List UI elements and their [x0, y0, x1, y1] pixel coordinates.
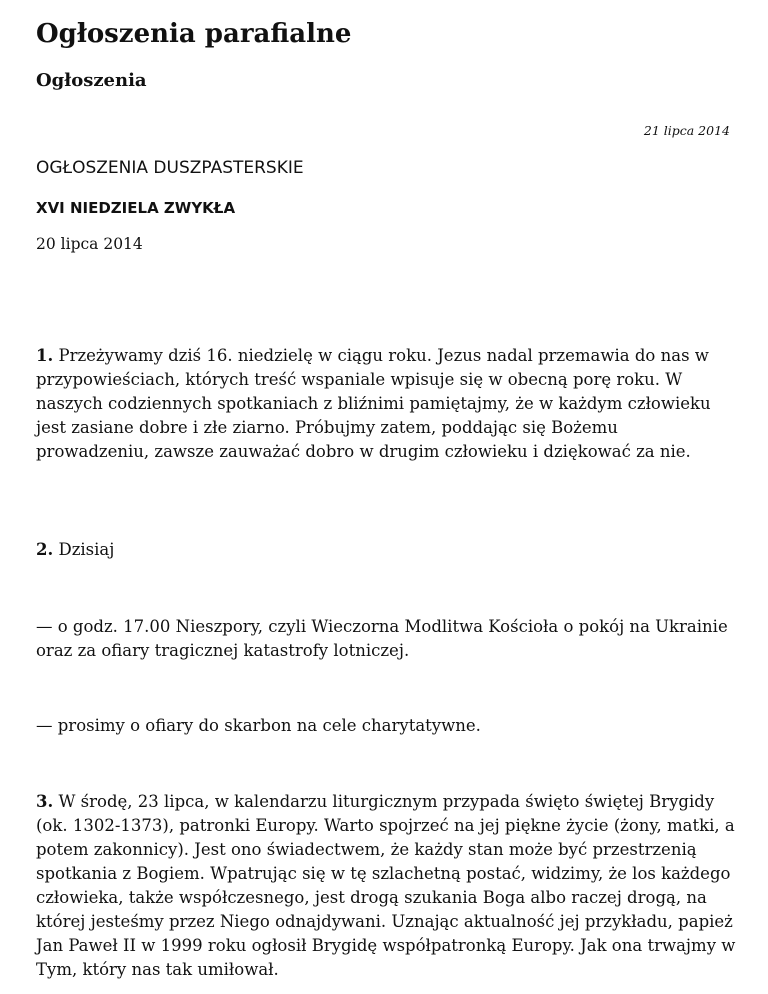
- announcements-heading: OGŁOSZENIA DUSZPASTERSKIE: [36, 158, 304, 178]
- item-text: Przeżywamy dziś 16. niedzielę w ciągu roku. Jezus nadal przemawia do nas w przypowieściach, których treść wspaniale wpisuje się w obecną porę roku. W naszych codziennych spotkaniach z bliźnimi pamiętajmy, że w każdym człowieku jest zasiane dobre i złe ziarno. Próbujmy zatem, poddając się Bożemu prowadzeniu, zawsze zauważać dobro w drugim człowieku i dziękować za nie.: [36, 346, 711, 461]
- announcement-subitem-charity: [36, 714, 736, 738]
- announcement-item-3: [36, 790, 736, 982]
- announcement-subitem-vespers: [36, 615, 736, 663]
- page-title: Ogłoszenia parafialne: [36, 19, 352, 49]
- service-date: 20 lipca 2014: [36, 235, 143, 253]
- item-text: — o godz. 17.00 Nieszpory, czyli Wieczorna Modlitwa Kościoła o pokój na Ukrainie oraz za ofiary tragicznej katastrofy lotniczej.: [36, 617, 728, 660]
- announcement-item-1: [36, 344, 736, 464]
- post-date: 21 lipca 2014: [643, 123, 730, 138]
- sunday-subheading: XVI NIEDZIELA ZWYKŁA: [36, 199, 236, 217]
- item-text: W środę, 23 lipca, w kalendarzu liturgicznym przypada święto świętej Brygidy (ok. 1302-1373), patronki Europy. Warto spojrzeć na jej piękne życie (żony, matki, a potem zakonnicy). Jest ono świadectwem, że każdy stan może być przestrzenią spotkania z Bogiem. Wpatrując się w tę szlachetną postać, widzimy, że los każdego człowieka, także współczesnego, jest drogą szukania Boga albo raczej drogą, na której jesteśmy przez Niego odnajdywani. Uznając aktualność jej przykładu, papież Jan Paweł II w 1999 roku ogłosił Brygidę współpatronką Europy. Jak ona trwajmy w Tym, który nas tak umiłował.: [36, 792, 736, 979]
- item-text: Dzisiaj: [53, 540, 115, 559]
- item-number: 3.: [36, 792, 54, 811]
- item-number: 1.: [36, 346, 54, 365]
- item-text: — prosimy o ofiary do skarbon na cele charytatywne.: [36, 716, 481, 735]
- announcement-item-2: [36, 538, 736, 562]
- item-number: 2.: [36, 540, 54, 559]
- section-title: Ogłoszenia: [36, 70, 147, 91]
